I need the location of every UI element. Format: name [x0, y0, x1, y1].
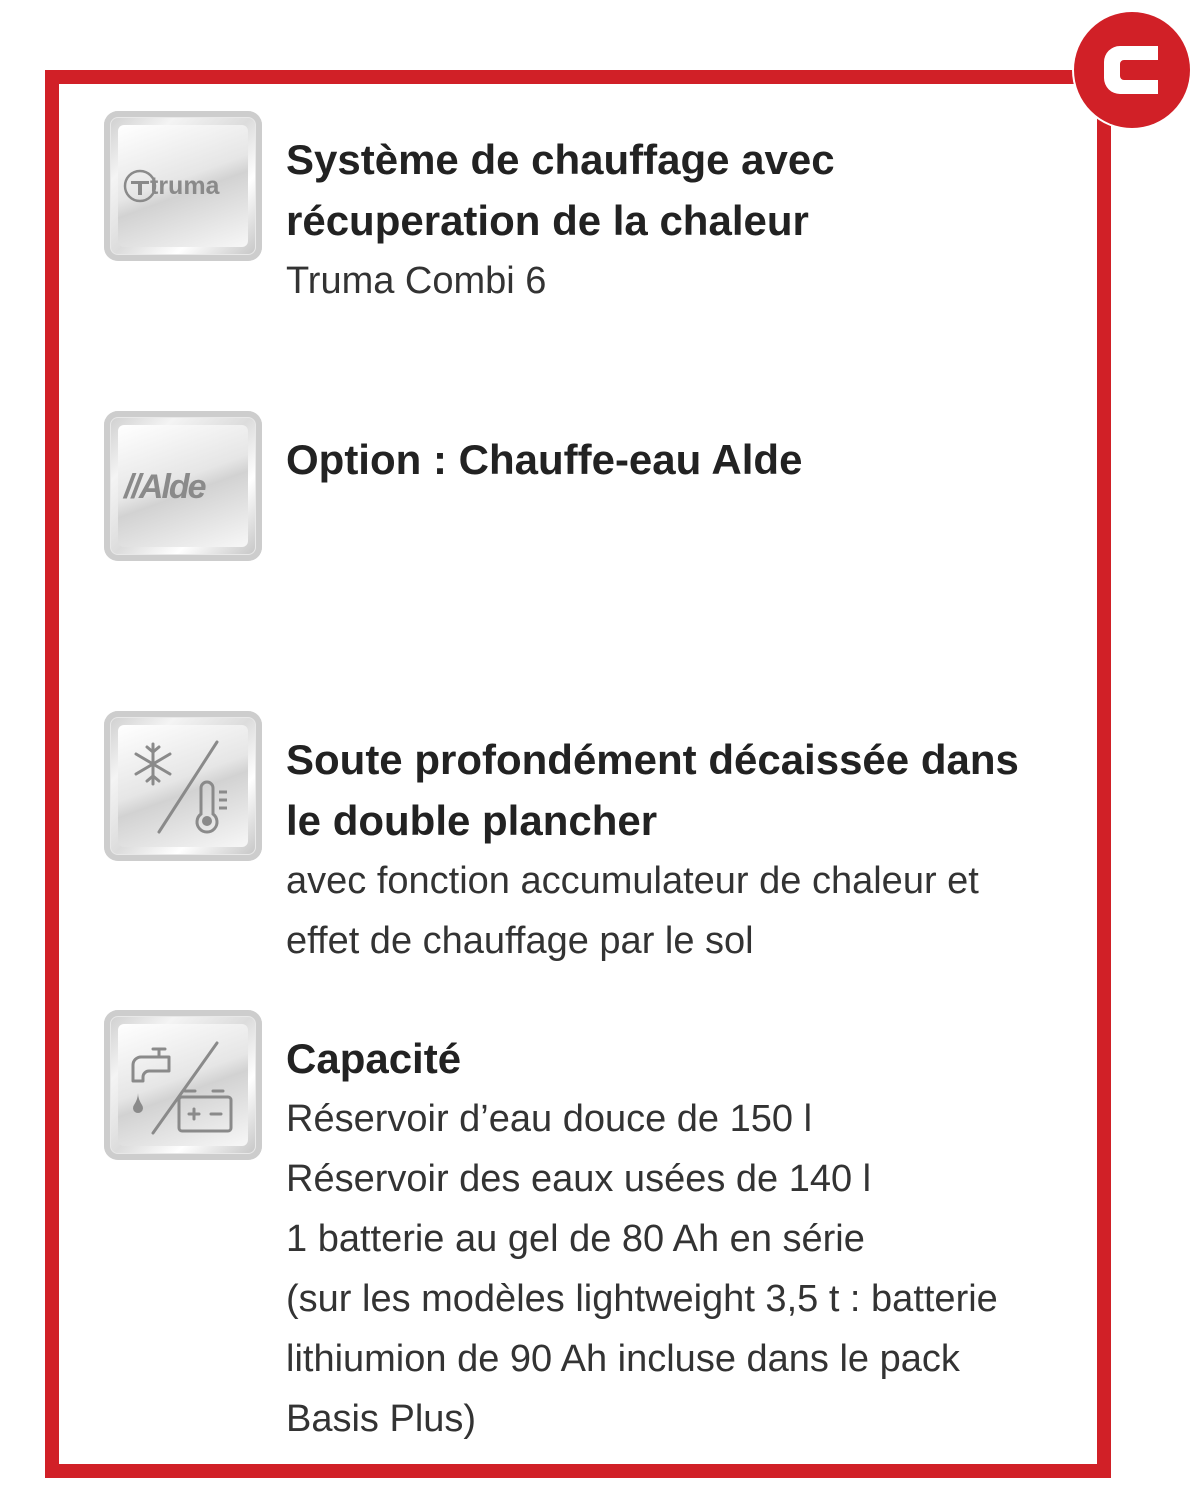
feature-detail-line: Truma Combi 6: [286, 260, 547, 302]
feature-detail-line: lithiumion de 90 Ah incluse dans le pack: [286, 1338, 960, 1380]
feature-detail-line: effet de chauffage par le sol: [286, 920, 754, 962]
feature-tile: [104, 411, 262, 561]
feature-detail-line: (sur les modèles lightweight 3,5 t : batterie: [286, 1278, 998, 1320]
truma-logo-icon: [118, 156, 248, 216]
feature-heading-line: Soute profondément décaissée dans: [286, 736, 1019, 783]
feature-tile: [104, 711, 262, 861]
snowflake-thermometer-icon: [123, 730, 243, 842]
feature-detail-line: Réservoir des eaux usées de 140 l: [286, 1158, 872, 1200]
feature-detail-line: avec fonction accumulateur de chaleur et: [286, 860, 979, 902]
faucet-battery-icon: [123, 1029, 243, 1141]
feature-heading-line: le double plancher: [286, 797, 658, 844]
feature-heading-line: récuperation de la chaleur: [286, 197, 809, 244]
feature-detail-line: Réservoir d’eau douce de 150 l: [286, 1098, 813, 1140]
brand-c-logo-icon: [1072, 10, 1192, 130]
feature-detail-line: 1 batterie au gel de 80 Ah en série: [286, 1218, 865, 1260]
feature-heading-line: Capacité: [286, 1035, 462, 1082]
truma-logo-text: truma: [150, 172, 220, 200]
feature-heading-line: Option : Chauffe-eau Alde: [286, 436, 803, 483]
feature-detail-line: Basis Plus): [286, 1398, 477, 1440]
feature-tile: [104, 1010, 262, 1160]
feature-heading-line: Système de chauffage avec: [286, 136, 835, 183]
alde-logo-icon: [118, 456, 248, 516]
alde-logo-text: //Alde: [124, 468, 205, 506]
feature-tile: [104, 111, 262, 261]
